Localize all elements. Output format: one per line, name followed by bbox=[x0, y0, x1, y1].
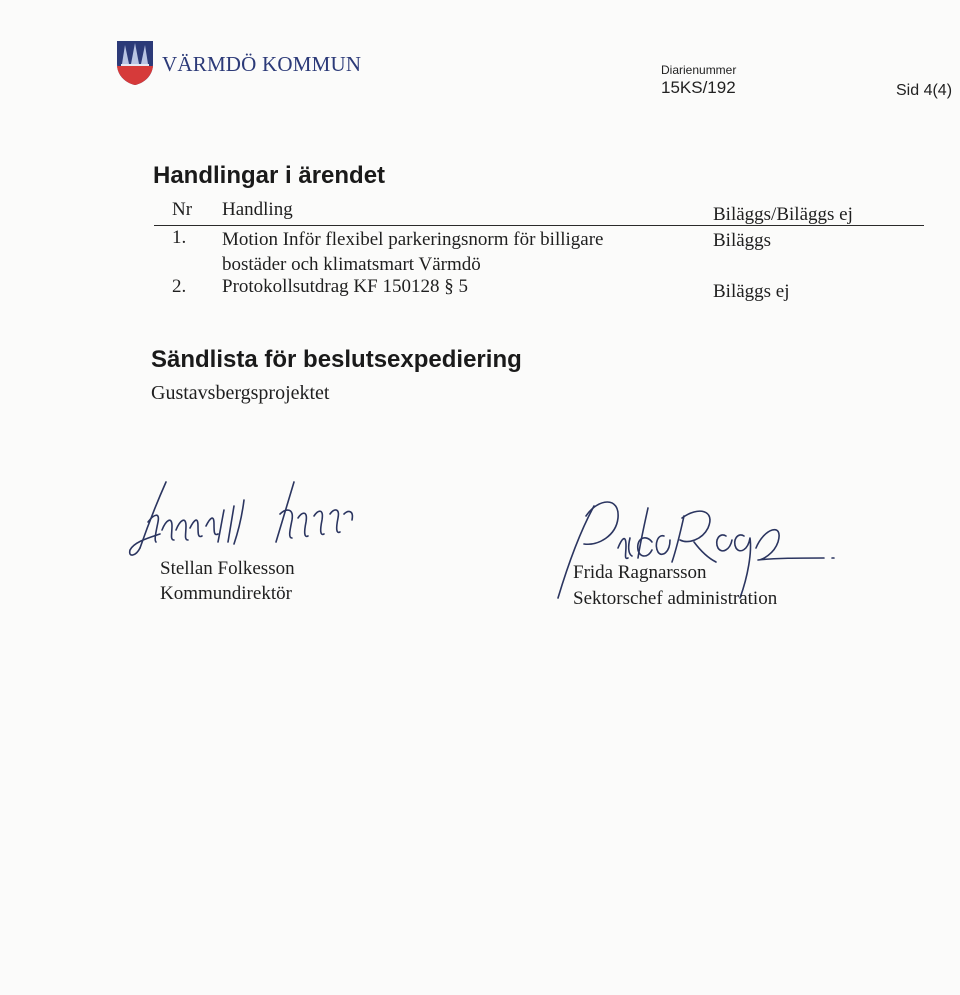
table-row-2-description: Protokollsutdrag KF 150128 § 5 bbox=[222, 276, 468, 297]
column-header-nr: Nr bbox=[172, 199, 193, 220]
handlingar-heading: Handlingar i ärendet bbox=[153, 162, 386, 189]
table-row-2-status: Biläggs ej bbox=[713, 281, 790, 302]
table-row-1-description-line-2: bostäder och klimatsmart Värmdö bbox=[222, 254, 481, 275]
page-indicator: Sid 4(4) bbox=[896, 82, 953, 99]
signer-2-title: Sektorschef administration bbox=[573, 588, 778, 609]
varmdo-coat-of-arms-logo bbox=[116, 40, 154, 86]
diarie-number: 15KS/192 bbox=[661, 78, 736, 97]
organization-name: VÄRMDÖ KOMMUN bbox=[162, 52, 362, 76]
recipient-item: Gustavsbergsprojektet bbox=[151, 382, 330, 404]
table-row-1-status: Biläggs bbox=[713, 230, 772, 251]
table-row-1-description bbox=[222, 227, 603, 277]
table-header-divider bbox=[154, 225, 924, 226]
column-header-handling: Handling bbox=[222, 199, 293, 220]
signer-2-name: Frida Ragnarsson bbox=[573, 562, 707, 583]
sandlista-heading: Sändlista för beslutsexpediering bbox=[151, 346, 522, 373]
signer-1-name: Stellan Folkesson bbox=[160, 558, 295, 579]
table-row-1-description-line-1: Motion Inför flexibel parkeringsnorm för billigare bbox=[222, 229, 604, 250]
column-header-bilaggs: Biläggs/Biläggs ej bbox=[713, 204, 853, 225]
table-row-2-nr: 2. bbox=[172, 276, 187, 297]
diarie-label: Diarienummer bbox=[661, 63, 737, 77]
table-row-1-nr: 1. bbox=[172, 227, 187, 248]
signer-1-title: Kommundirektör bbox=[160, 583, 292, 604]
